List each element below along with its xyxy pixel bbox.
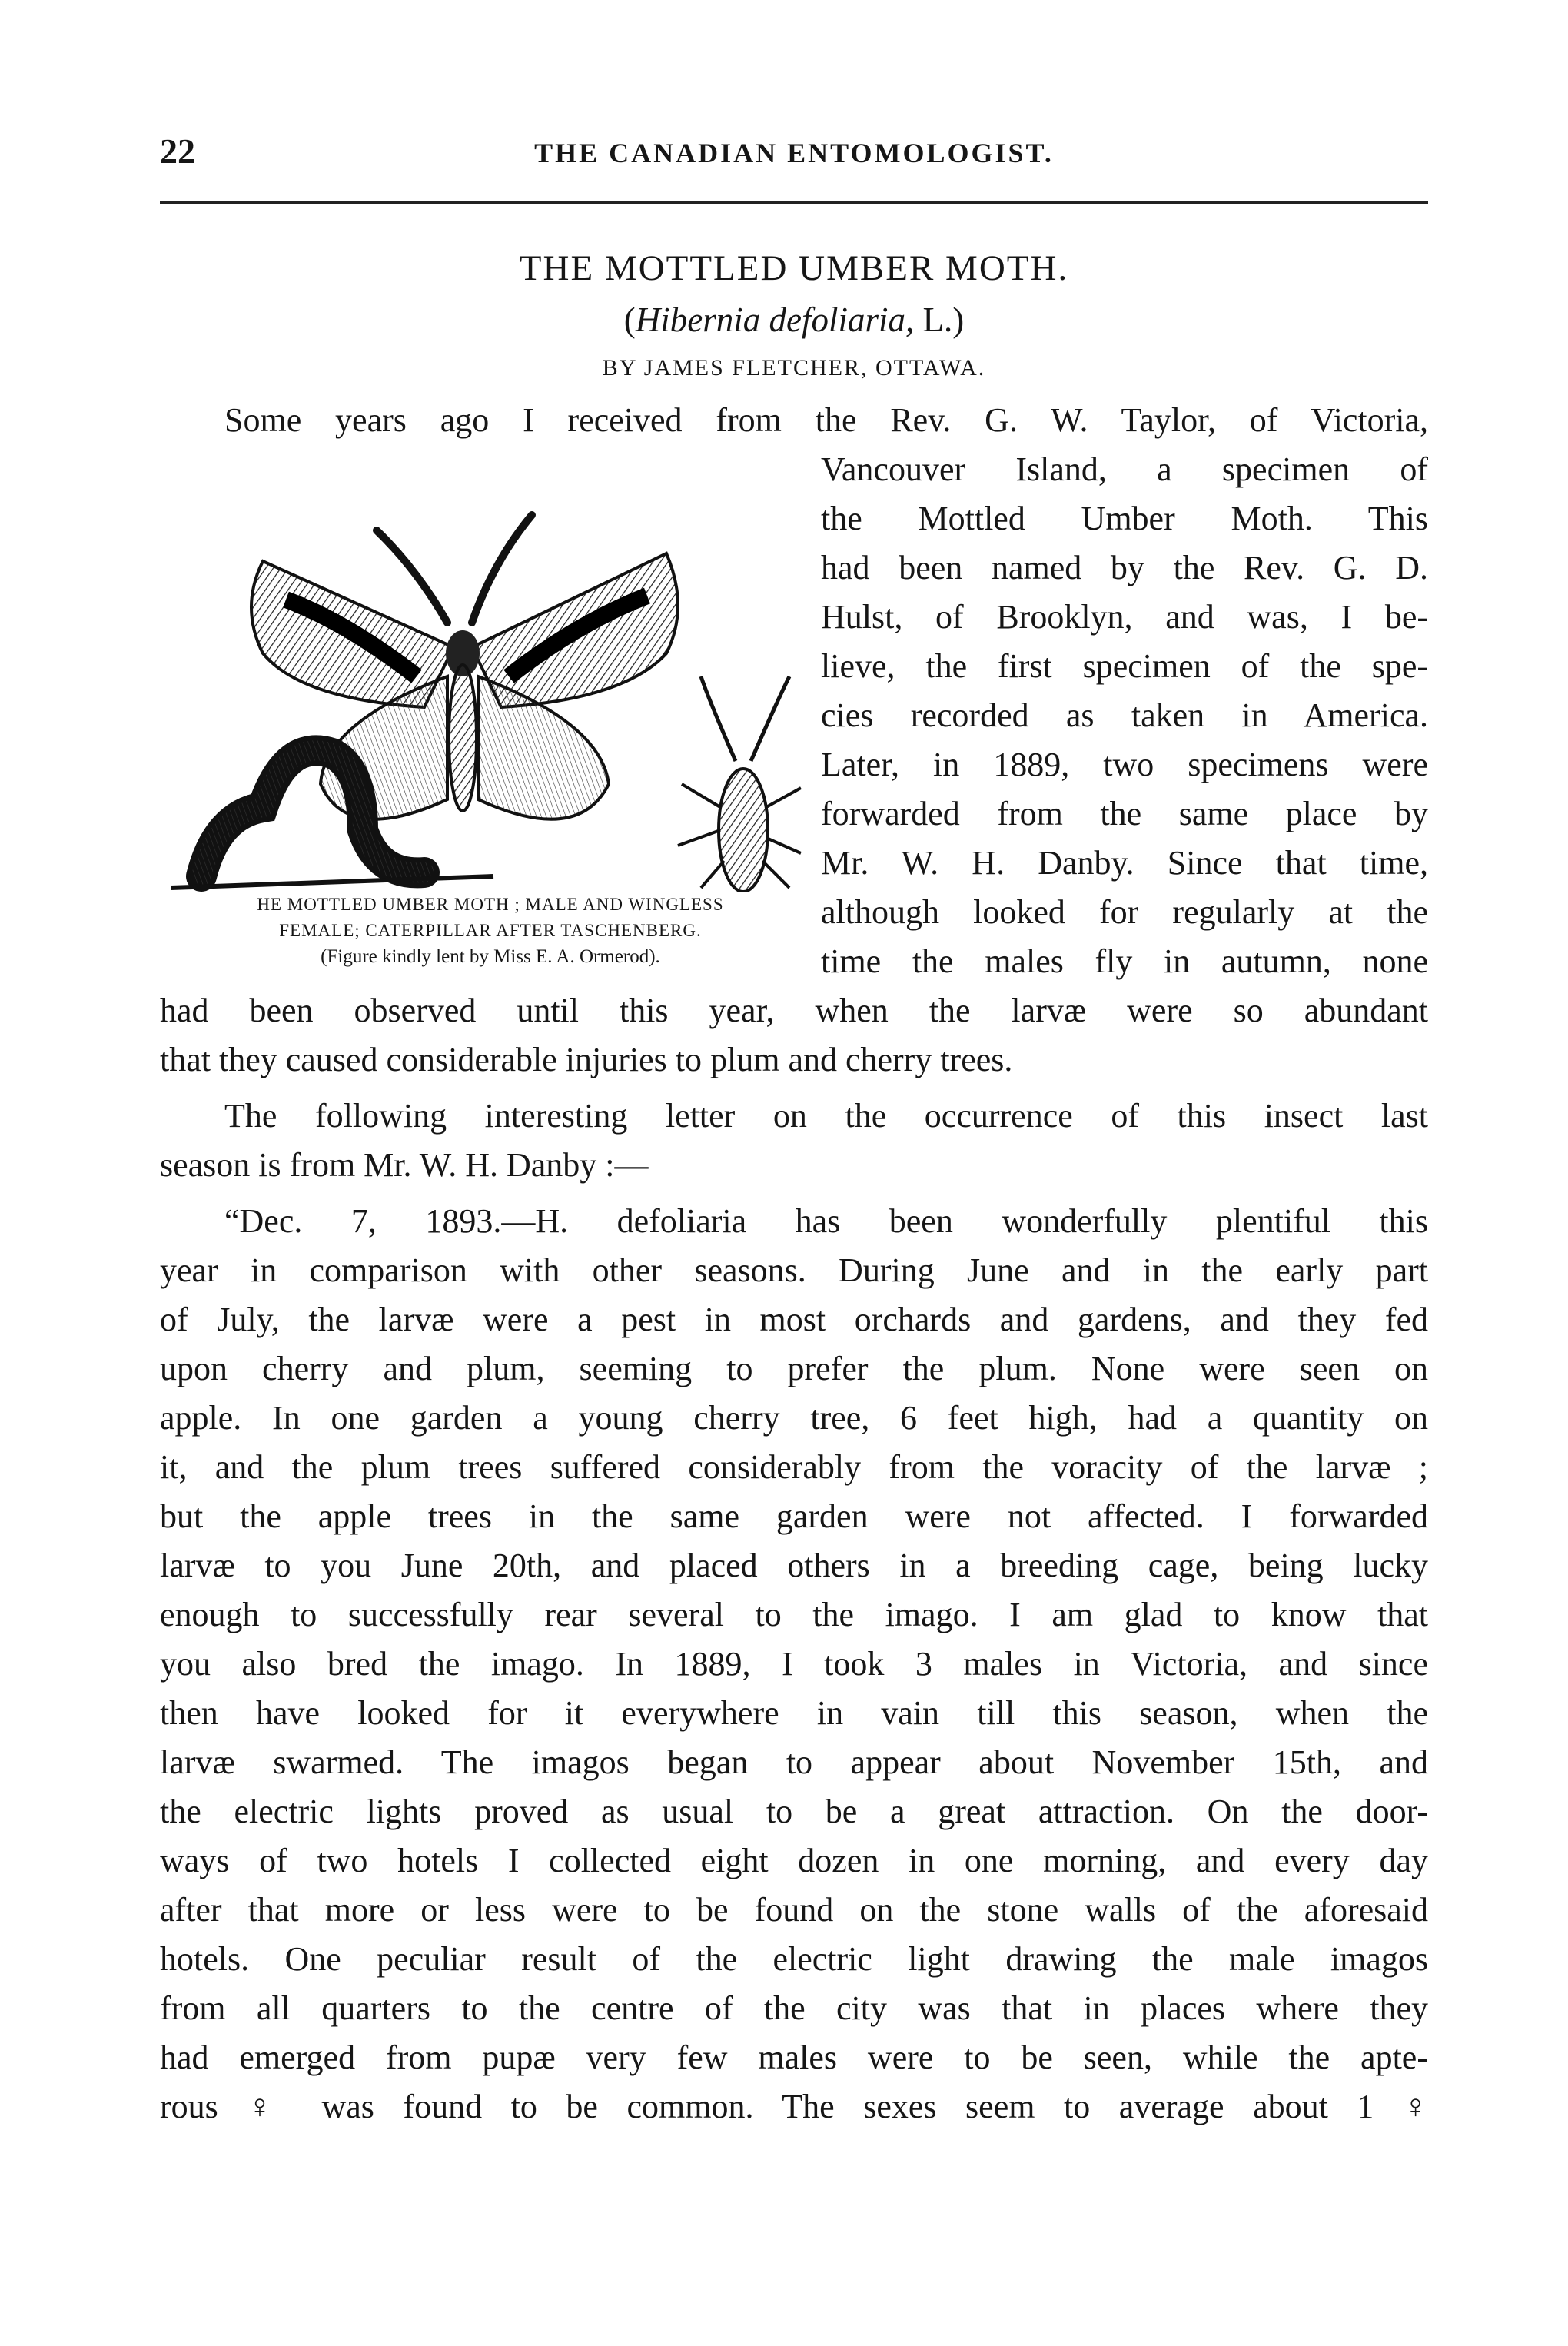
text-line: then have looked for it everywhere in vain till this season, when the xyxy=(160,1694,1428,1732)
text-line: larvæ to you June 20th, and placed others in a breeding cage, being lucky xyxy=(160,1547,1428,1584)
text-line: but the apple trees in the same garden were not affected. I forwarded xyxy=(160,1497,1428,1535)
text-line: year in comparison with other seasons. During June and in the early part xyxy=(160,1251,1428,1289)
text-line: that they caused considerable injuries to plum and cherry trees. xyxy=(160,1041,1013,1078)
text-line: Hulst, of Brooklyn, and was, I be- xyxy=(821,598,1428,636)
paragraph-3-letter xyxy=(160,1197,1428,2132)
text-line: of July, the larvæ were a pest in most orchards and gardens, and they fed xyxy=(160,1301,1428,1338)
text-line: season is from Mr. W. H. Danby :— xyxy=(160,1146,649,1184)
text-line: upon cherry and plum, seeming to prefer the plum. None were seen on xyxy=(160,1350,1428,1387)
moth-illustration xyxy=(171,446,809,892)
text-line: cies recorded as taken in America. xyxy=(821,696,1428,734)
text-line: had been named by the Rev. G. D. xyxy=(821,549,1428,586)
text-line: Vancouver Island, a specimen of xyxy=(821,450,1428,488)
species-authority: L. xyxy=(914,301,953,339)
text-line: from all quarters to the centre of the city was that in places where they xyxy=(160,1989,1428,2027)
text-line: although looked for regularly at the xyxy=(821,893,1428,931)
text-line: after that more or less were to be found on the stone walls of the aforesaid xyxy=(160,1891,1428,1929)
byline: BY JAMES FLETCHER, OTTAWA. xyxy=(602,355,986,380)
text-line: Later, in 1889, two specimens were xyxy=(821,746,1428,783)
moth-engraving-icon xyxy=(171,446,809,892)
text-line: forwarded from the same place by xyxy=(821,795,1428,832)
figure-caption xyxy=(160,892,821,970)
text-line: the electric lights proved as usual to be a great attraction. On the door- xyxy=(160,1793,1428,1830)
text-line: lieve, the first specimen of the spe- xyxy=(821,647,1428,685)
article-title: THE MOTTLED UMBER MOTH. xyxy=(519,248,1069,288)
first-line xyxy=(224,396,1428,445)
side-column-text xyxy=(821,445,1428,986)
text-line: “Dec. 7, 1893.—H. defoliaria has been wonderfully plentiful this xyxy=(224,1202,1428,1240)
page-number: 22 xyxy=(160,131,195,171)
header-rule xyxy=(160,201,1428,204)
journal-title: THE CANADIAN ENTOMOLOGIST. xyxy=(534,138,1054,168)
running-header xyxy=(160,131,1428,177)
text-line: had emerged from pupæ very few males were to be seen, while the apte- xyxy=(160,2039,1428,2076)
text-line: rous ♀ was found to be common. The sexes seem to average about 1 ♀ xyxy=(160,2088,1428,2125)
caption-line: HE MOTTLED UMBER MOTH ; MALE AND WINGLESS xyxy=(257,895,724,914)
paragraph-2 xyxy=(160,1092,1428,1190)
text-line: hotels. One peculiar result of the electric light drawing the male imagos xyxy=(160,1940,1428,1978)
paragraph-1-tail xyxy=(160,986,1428,1085)
text-line: you also bred the imago. In 1889, I took 3 males in Victoria, and since xyxy=(160,1645,1428,1683)
text-line: ways of two hotels I collected eight dozen in one morning, and every day xyxy=(160,1842,1428,1879)
caption-line: FEMALE; CATERPILLAR AFTER TASCHENBERG. xyxy=(279,921,702,940)
text-line: larvæ swarmed. The imagos began to appear about November 15th, and xyxy=(160,1743,1428,1781)
text-line: the Mottled Umber Moth. This xyxy=(821,500,1428,537)
caption-credit: (Figure kindly lent by Miss E. A. Ormerod). xyxy=(321,946,660,967)
text-line: time the males fly in autumn, none xyxy=(821,942,1428,980)
article-subtitle: (Hibernia defoliaria, L.) xyxy=(623,301,965,339)
text-line: Mr. W. H. Danby. Since that time, xyxy=(821,844,1428,882)
text-line: enough to successfully rear several to the imago. I am glad to know that xyxy=(160,1596,1428,1633)
text-line: Some years ago I received from the Rev. G. W. Taylor, of Victoria, xyxy=(224,401,1428,439)
text-line: The following interesting letter on the occurrence of this insect last xyxy=(224,1097,1428,1135)
text-line: had been observed until this year, when the larvæ were so abundant xyxy=(160,992,1428,1029)
text-line: it, and the plum trees suffered considerably from the voracity of the larvæ ; xyxy=(160,1448,1428,1486)
species-name: Hibernia defoliaria, xyxy=(635,301,915,339)
text-line: apple. In one garden a young cherry tree, 6 feet high, had a quantity on xyxy=(160,1399,1428,1437)
